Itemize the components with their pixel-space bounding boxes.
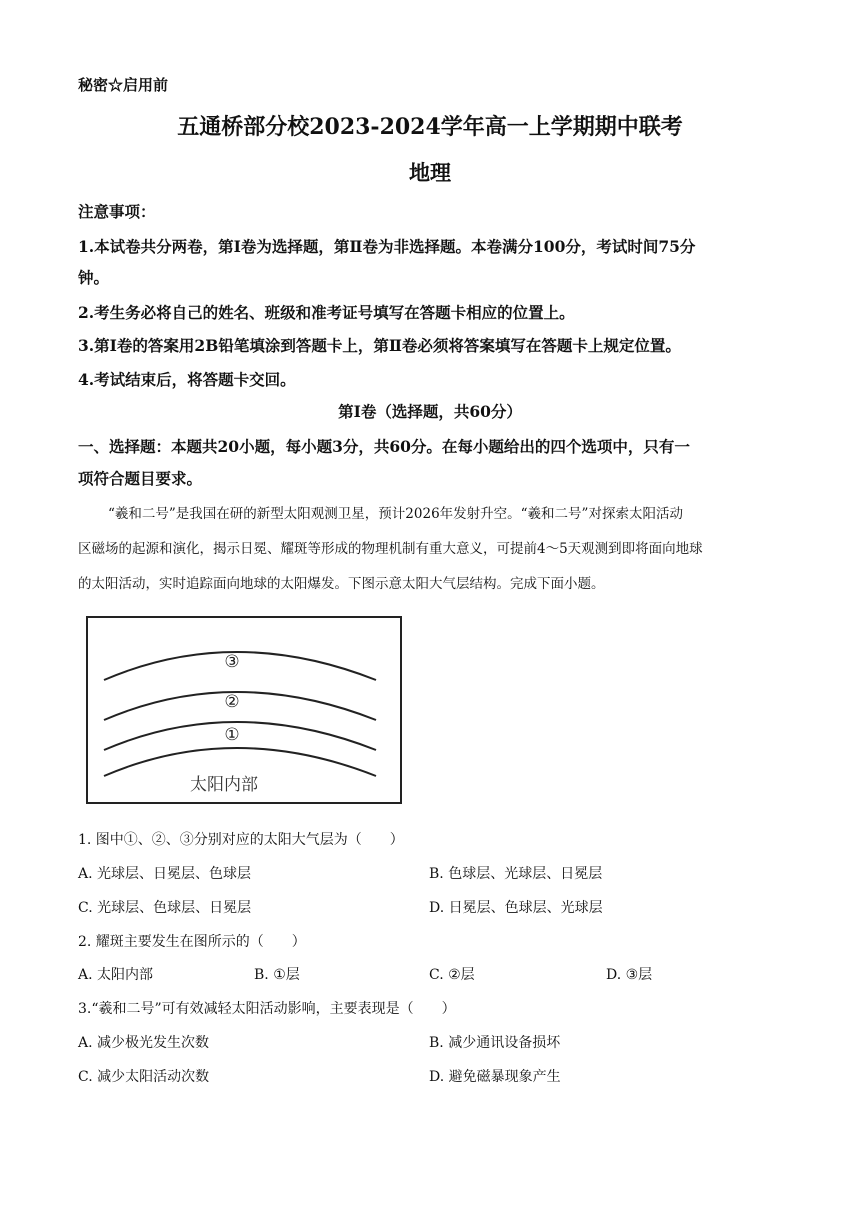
notice-item-1-cont: 钟。: [78, 268, 110, 287]
passage-line-1: “羲和二号”是我国在研的新型太阳观测卫星，预计2026年发射升空。“羲和二号”对探索太阳活动: [108, 506, 683, 522]
subject-title: 地理: [409, 160, 451, 185]
section-title: 第Ⅰ卷（选择题，共60分）: [338, 402, 522, 421]
sun-atmosphere-diagram: [86, 616, 402, 804]
question-2-option-c: C. ②层: [429, 967, 475, 983]
section-instruction-cont: 项符合题目要求。: [78, 469, 203, 488]
question-2-option-a: A. 太阳内部: [78, 967, 154, 983]
interior-label: 太阳内部: [190, 775, 258, 795]
question-3-option-b: B. 减少通讯设备损坏: [429, 1035, 561, 1051]
question-3-option-d: D. 避免磁暴现象产生: [429, 1069, 561, 1085]
secret-mark: 秘密☆启用前: [78, 76, 169, 94]
question-3-option-c: C. 减少太阳活动次数: [78, 1069, 210, 1085]
layer-2-label: ②: [224, 692, 240, 712]
question-2-stem: 2. 耀斑主要发生在图所示的（ ）: [78, 934, 306, 950]
passage-line-2: 区磁场的起源和演化，揭示日冕、耀斑等形成的物理机制有重大意义，可提前4～5天观测到即将面向地球: [78, 541, 703, 557]
question-3-stem: 3.“羲和二号”可有效减轻太阳活动影响，主要表现是（ ）: [78, 1001, 456, 1017]
question-2-option-d: D. ③层: [606, 967, 653, 983]
question-1-option-a: A. 光球层、日冕层、色球层: [78, 866, 252, 882]
notice-item-4: 4.考试结束后，将答题卡交回。: [78, 370, 296, 389]
layer-3-label: ③: [224, 652, 240, 672]
notice-heading: 注意事项：: [78, 202, 156, 221]
passage-line-3: 的太阳活动，实时追踪面向地球的太阳爆发。下图示意太阳大气层结构。完成下面小题。: [78, 576, 605, 592]
exam-title: 五通桥部分校2023-2024学年高一上学期期中联考: [177, 114, 683, 140]
question-1-option-b: B. 色球层、光球层、日冕层: [429, 866, 603, 882]
notice-item-1: 1.本试卷共分两卷，第Ⅰ卷为选择题，第Ⅱ卷为非选择题。本卷满分100分，考试时间75分: [78, 237, 696, 256]
section-instruction: 一、选择题：本题共20小题，每小题3分，共60分。在每小题给出的四个选项中，只有一: [78, 437, 690, 456]
question-1-option-c: C. 光球层、色球层、日冕层: [78, 900, 252, 916]
notice-item-3: 3.第Ⅰ卷的答案用2B铅笔填涂到答题卡上，第Ⅱ卷必须将答案填写在答题卡上规定位置。: [78, 336, 681, 355]
notice-item-2: 2.考生务必将自己的姓名、班级和准考证号填写在答题卡相应的位置上。: [78, 303, 575, 322]
question-1-option-d: D. 日冕层、色球层、光球层: [429, 900, 603, 916]
question-2-option-b: B. ①层: [254, 967, 300, 983]
question-3-option-a: A. 减少极光发生次数: [78, 1035, 210, 1051]
layer-1-label: ①: [224, 725, 240, 745]
question-1-stem: 1. 图中①、②、③分别对应的太阳大气层为（ ）: [78, 832, 404, 848]
